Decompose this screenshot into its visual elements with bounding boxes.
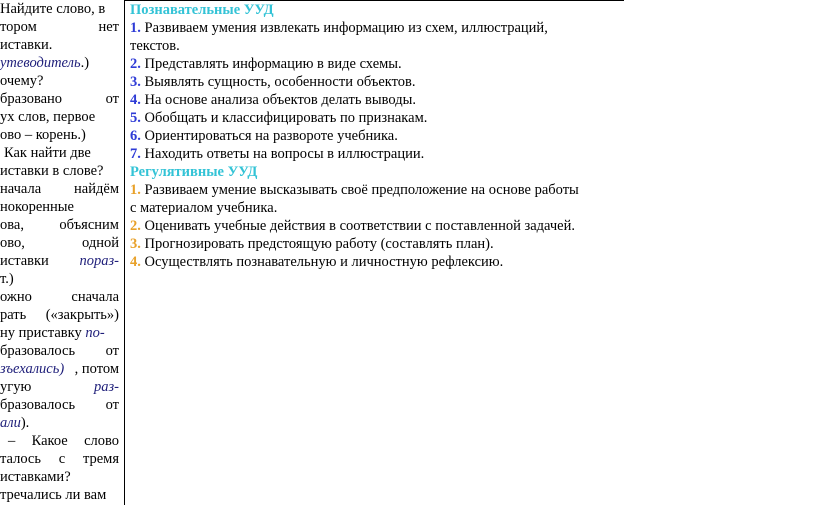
left-line: утеводитель.): [0, 55, 90, 71]
left-line: тречались ли вам: [0, 487, 107, 503]
left-line: бразовалось от: [0, 343, 119, 359]
left-line: ово – корень.): [0, 127, 86, 143]
left-line: иставки.: [0, 37, 53, 53]
left-line: тором нет: [0, 19, 119, 35]
left-line: зъехались) , потом: [0, 361, 119, 377]
left-line: ово, одной: [0, 235, 119, 251]
left-line: т.): [0, 271, 14, 287]
left-line: бразовалось от: [0, 397, 119, 413]
list-item-continuation: с материалом учебника.: [130, 200, 278, 216]
left-line: Найдите слово, в: [0, 1, 106, 17]
left-line: иставки в слове?: [0, 163, 104, 179]
left-line: – Какое слово: [8, 433, 119, 449]
left-line: иставками?: [0, 469, 71, 485]
left-line: ух слов, первое: [0, 109, 96, 125]
left-line: али).: [0, 415, 30, 431]
list-item: 7. Находить ответы на вопросы в иллюстрации.: [130, 146, 425, 162]
left-line: нокоренные: [0, 199, 74, 215]
left-line: ова, объясним: [0, 217, 119, 233]
list-item: 1. Развиваем умения извлекать информацию из схем, иллюстраций,: [130, 20, 548, 36]
left-line: ожно сначала: [0, 289, 119, 305]
list-item: 3. Выявлять сущность, особенности объектов.: [130, 74, 416, 90]
left-line: бразовано от: [0, 91, 119, 107]
list-item: 6. Ориентироваться на развороте учебника.: [130, 128, 398, 144]
cognitive-header: Познавательные УУД: [130, 2, 274, 18]
list-item-continuation: текстов.: [130, 38, 180, 54]
list-item: 1. Развиваем умение высказывать своё предположение на основе работы: [130, 182, 579, 198]
left-line: ну приставку по-: [0, 325, 105, 341]
left-line: рать («закрыть»): [0, 307, 119, 323]
list-item: 5. Обобщать и классифицировать по признакам.: [130, 110, 428, 126]
column-divider: [124, 0, 125, 505]
list-item: 4. Осуществлять познавательную и личностную рефлексию.: [130, 254, 504, 270]
list-item: 3. Прогнозировать предстоящую работу (составлять план).: [130, 236, 494, 252]
regulatory-header: Регулятивные УУД: [130, 164, 258, 180]
list-item: 2. Представлять информацию в виде схемы.: [130, 56, 402, 72]
left-line: очему?: [0, 73, 44, 89]
left-line: начала найдём: [0, 181, 119, 197]
left-line: Как найти две: [4, 145, 91, 161]
list-item: 2. Оценивать учебные действия в соответствии с поставленной задачей.: [130, 218, 575, 234]
list-item: 4. На основе анализа объектов делать выводы.: [130, 92, 416, 108]
left-line: талось с тремя: [0, 451, 119, 467]
left-line: иставки пораз-: [0, 253, 119, 269]
left-line: угую раз-: [0, 379, 119, 395]
